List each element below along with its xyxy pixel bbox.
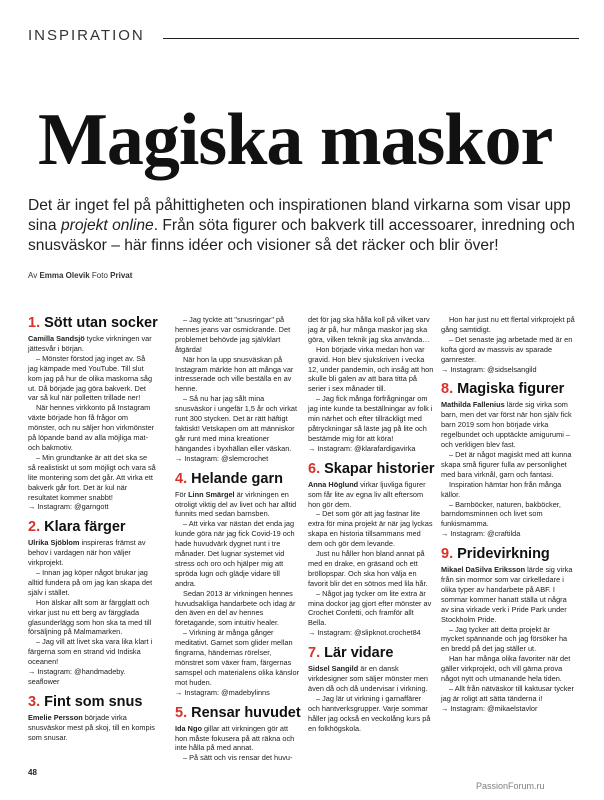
section-5-text-5: – Jag fick många förfrågningar om jag inte kunde ta beställningar av folk i min närhet och efter tillräckligt med påtryckningar så läste jag på lite och bestämde mig för att köra! — [308, 394, 433, 443]
section-6-intro — [308, 480, 434, 510]
section-4-intro — [175, 490, 301, 520]
section-5-intro — [175, 724, 301, 754]
section-1-text-1: tycke virkningen var jättesvår i början. — [28, 334, 152, 353]
section-1-text-3: När hennes virkkonto på Instagram växte började hon få frågor om mönster, och nu säljer hon virkmönster på löpande band av alla möjliga mat- och bakmotiv. — [28, 403, 155, 452]
section-3-intro — [28, 713, 156, 743]
section-7-number: 7. — [308, 645, 321, 662]
section-2-text-1: inspireras främst av behov i vardagen när hon väljer virkprojekt. — [28, 538, 146, 568]
section-6-text-3: Just nu håller hon bland annat på med en drake, en gräsand och ett bröllopspar. Och ska hon välja en favorit blir det en sötnos med lila hår. — [308, 549, 428, 588]
section-4-title: Helande garn — [191, 470, 283, 487]
section-5-text-3: det för jag ska hålla koll på vilket varv jag är på, hur många maskor jag ska göra, vilken teknik jag ska använda… — [308, 315, 430, 344]
section-2-title: Klara färger — [44, 519, 126, 536]
section-9-text-4: – Allt från nätväskor till kaktusar tycker jag är roligt att sätta tänderna i! — [441, 684, 574, 703]
section-3-number: 3. — [28, 693, 41, 710]
section-6-person: Anna Höglund — [308, 479, 359, 489]
kicker-rule — [163, 38, 579, 39]
column-4 — [441, 315, 575, 714]
section-6-number: 6. — [308, 460, 321, 477]
section-4-text-3: Sedan 2013 är virkningen hennes huvudsakliga handarbete och idag är den även en del av hennes företagande, som intuitiv healer. — [175, 588, 296, 628]
byline-photo-prefix: Foto — [91, 271, 108, 280]
section-9-title: Pridevirkning — [457, 546, 550, 563]
section-1-person: Camilla Sandsjö — [28, 334, 85, 343]
section-8-text-1: lärde sig virka som barn, men det var först när hon själv fick barn 2019 som hon började virka regelbundet och upptäckte amigurumi – och verkligen blev fast. — [441, 400, 572, 450]
section-7-instagram: → Instagram: @sidselsangild — [441, 364, 537, 374]
section-6-text-4: – Något jag tycker om lite extra är mina dockor jag gjort efter mönster av Crochet Confetti, och framför allt Bella. — [308, 588, 432, 628]
section-5-title: Rensar huvudet — [191, 704, 301, 721]
section-7-intro — [308, 664, 434, 694]
section-9-instagram: → Instagram: @mikaelstavlor — [441, 703, 538, 713]
section-7-text-4: – Det senaste jag arbetade med är en kofta gjord av massvis av sparade garnrester. — [441, 334, 573, 364]
section-8-intro — [441, 400, 575, 450]
section-9-heading — [441, 546, 575, 563]
column-2 — [175, 315, 301, 763]
lead-part-2: . Från söta figurer och bakverk till accessoarer, inredning och snusväskor – här finns idéer och visioner så det räcker och blir över! — [28, 217, 575, 255]
section-4-prefix: För — [175, 489, 189, 499]
section-9-intro — [441, 565, 575, 624]
section-8-text-2: – Det är något magiskt med att kunna skapa små figurer fulla av personlighet med bara virknål, garn och fantasi. — [441, 449, 572, 479]
section-1-instagram: → Instagram: @garngott — [28, 502, 109, 512]
section-2-text-4: – Jag vill att livet ska vara lika klart i färgerna som en strand vid Indiska oceanen! — [28, 637, 153, 667]
section-8-text-3: Inspiration hämtar hon från många källor. — [441, 479, 562, 499]
section-3-heading — [28, 694, 156, 711]
byline-author-prefix: Av — [28, 271, 38, 280]
section-5-person: Ida Ngo — [175, 723, 202, 733]
section-3-text-4: – Så nu har jag sålt mina snusväskor i ungefär 1,5 år och virkat runt 300 stycken. Det är rätt häftigt faktiskt! Vetskapen om att människor går runt med mina kreationer hängandes i byxhällan eller väskan. — [175, 394, 298, 453]
section-9-person: Mikael DaSilva Eriksson — [441, 565, 526, 575]
section-9-text-2: – Jag tycker att detta projekt är mycket spännande och jag försöker ha en bredd på det jag ställer ut. — [441, 624, 568, 654]
section-3-instagram: → Instagram: @slemcrochet — [175, 453, 269, 463]
kicker: INSPIRATION — [28, 27, 145, 44]
section-2-text-2: – Innan jag köper något brukar jag alltid fundera på om jag kan skapa det själv i stället. — [28, 568, 153, 597]
section-3-text-2: – Jag tyckte att "snusringar" på hennes jeans var osmickrande. Det problemet behövde jag självklart åtgärda! — [175, 315, 291, 354]
section-6-instagram: → Instagram: @slipknot.crochet84 — [308, 628, 421, 638]
section-8-number: 8. — [441, 381, 454, 398]
section-9-number: 9. — [441, 546, 454, 563]
section-1-intro — [28, 334, 156, 354]
section-6-text-1: virkar ljuvliga figurer som får lite av egna liv allt eftersom hon gör dem. — [308, 479, 426, 509]
section-4-instagram: → Instagram: @madebylinns — [175, 687, 270, 697]
section-7-text-3: Hon har just nu ett flertal virkprojekt på gång samtidigt. — [441, 315, 575, 334]
section-2-text-3: Hon älskar allt som är färgglatt och virkar just nu ett berg av färgglada glasunderlägg som hon ska ta med till försäljning på Malmamarken. — [28, 597, 152, 637]
section-1-text-2: – Mönster förstod jag inget av. Så jag kämpade med YouTube. Till slut kom jag på hur de olika maskorna såg ut. Då började jag göra bakverk. Det var så kul när polletten trillade ner! — [28, 353, 153, 403]
lead-part-1: Det är inget fel på påhittigheten och inspirationen bland virkarna som visar upp sina — [28, 197, 571, 235]
section-4-text-4: – Virkning är många gånger meditativt. Garnet som glider mellan fingrarna, händernas rörelser, mönstret som växer fram, färgernas samspel och materialens olika känslor mot huden. — [175, 628, 300, 687]
section-1-number: 1. — [28, 315, 41, 331]
section-1-heading — [28, 315, 156, 332]
section-9-text-1: lärde sig virka från sin mormor som var cirkelledare i olika typer av handarbete på ABF. I sommar kommer hanatt ställa ut några av sina virkade verk i Pride Park under Stockholm Pride. — [441, 565, 573, 624]
column-3 — [308, 315, 434, 734]
page-number: 48 — [28, 768, 37, 777]
column-1 — [28, 315, 156, 743]
section-8-title: Magiska figurer — [457, 381, 565, 398]
section-5-text-4: Hon började virka medan hon var gravid. Hon blev sjukskriven i vecka 12, under pandemin, och insåg att hon skulle bli galen av att bara titta på serier i sex månader till. — [308, 344, 434, 394]
section-4-text-2: – Att virka var nästan det enda jag kunde göra när jag fick Covid-19 och hade huvudvärk dygnet runt i tre månader. Det lugnar systemet vid stress och oro och hjälper mig att spröda lugn och glädje vidare till andra. — [175, 519, 295, 588]
section-5-text-1: gillar att virkningen gör att hon måste fokusera på att räkna och inte hålla på med annat. — [175, 723, 295, 753]
section-7-text-2: – Jag lär ut virkning i garnaffärer och hantverksgrupper. Varje sommar håller jag också en veckolång kurs på en folkhögskola. — [308, 693, 431, 733]
section-4-number: 4. — [175, 470, 188, 487]
byline — [28, 271, 132, 280]
section-7-text-1: är en dansk virkdesigner som säljer mönster men även då och då undervisar i virkning. — [308, 664, 428, 693]
section-7-heading — [308, 645, 434, 662]
section-8-text-4: – Barnböcker, naturen, bakböcker, barndomsminnen och livet som funkismamma. — [441, 499, 561, 529]
section-7-person: Sidsel Sangild — [308, 664, 359, 674]
section-3-title: Fint som snus — [44, 693, 143, 710]
section-6-text-2: – Det som gör att jag fastnar lite extra för mina projekt är när jag lyckas skapa en historia tillsammans med dem och gör dem levande. — [308, 509, 433, 549]
lead-online: projekt online — [60, 217, 154, 235]
section-9-text-3: Han har många olika favoriter när det gäller virkprojekt, och vill gärna prova något nytt och utmanande hela tiden. — [441, 654, 571, 684]
section-7-title: Lär vidare — [324, 645, 394, 662]
section-6-title: Skapar historier — [324, 460, 435, 477]
section-1-text-4: – Min grundtanke är att det ska se så realistiskt ut som möjligt och vara så lite montering som det går. Att virka ett bakverk går fort. Det är kul när resultatet kommer snabbt! — [28, 452, 156, 502]
byline-author: Emma Olevik — [39, 271, 90, 280]
lead-paragraph — [28, 196, 580, 257]
section-5-heading — [175, 705, 301, 722]
page-title: Magiska maskor — [38, 99, 553, 181]
section-1-title: Sött utan socker — [44, 315, 158, 331]
section-3-person: Emelie Persson — [28, 712, 83, 722]
section-5-text-2: – På sätt och vis rensar det huvu- — [183, 753, 293, 763]
watermark: PassionForum.ru — [476, 781, 545, 791]
section-2-intro — [28, 538, 156, 568]
section-2-person: Ulrika Sjöblom — [28, 538, 80, 548]
section-4-person: Linn Smärgel — [188, 489, 235, 499]
section-2-instagram: → Instagram: @handmadeby. seaflower — [28, 667, 126, 686]
section-2-heading — [28, 519, 156, 536]
section-3-text-1: började virka snusväskor mest på skoj, till en kompis som snusar. — [28, 712, 155, 742]
section-5-number: 5. — [175, 704, 188, 721]
section-3-text-3: När hon la upp snusväskan på Instagram märkte hon att många var intresserade och ville beställa en av henne. — [175, 354, 294, 394]
section-4-heading — [175, 471, 301, 488]
section-6-heading — [308, 461, 434, 478]
section-4-text-1: är virkningen en otroligt viktig del av livet och har alltid funnits med sedan barnsben. — [175, 489, 297, 519]
section-8-instagram: → Instagram: @craftilda — [441, 529, 521, 539]
section-5-instagram: → Instagram: @klarafardigavirka — [308, 443, 416, 453]
section-2-number: 2. — [28, 519, 41, 536]
section-8-person: Mathilda Fallenius — [441, 400, 505, 410]
section-8-heading — [441, 381, 575, 398]
byline-photo: Privat — [110, 271, 133, 280]
